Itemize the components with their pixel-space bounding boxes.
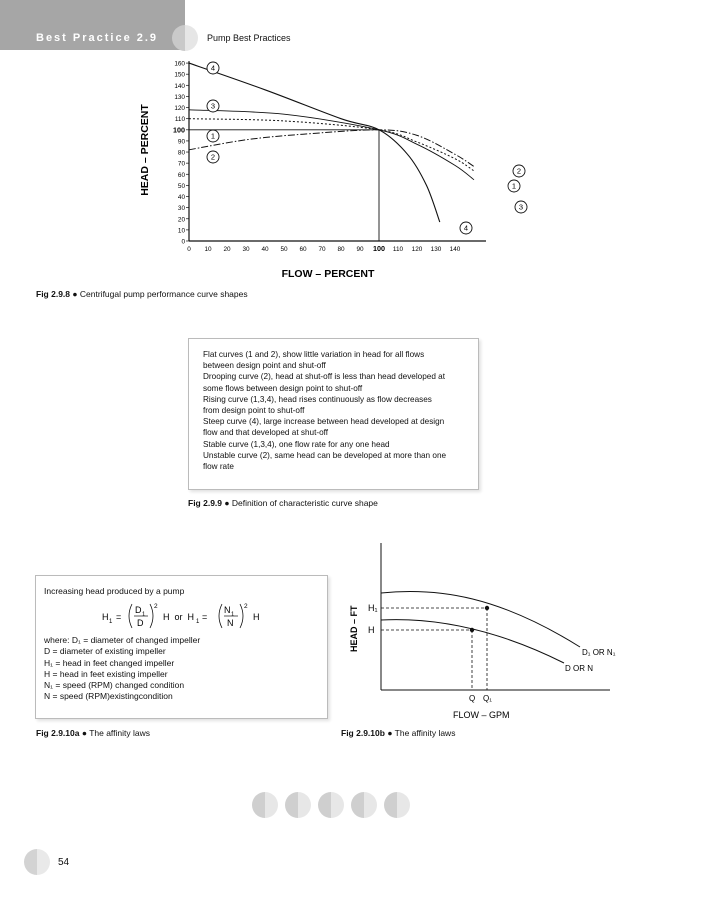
curve-label: 1 <box>511 181 517 191</box>
x-tick-label: 110 <box>392 246 404 253</box>
page-circle-decoration <box>24 849 50 875</box>
x-tick-label: 60 <box>299 246 307 253</box>
section-label: Best Practice 2.9 <box>36 32 159 44</box>
y-tick-label: 90 <box>177 138 185 146</box>
running-title: Pump Best Practices <box>207 33 291 43</box>
x-tick-label: 80 <box>337 246 345 253</box>
caption-text: The affinity laws <box>89 728 150 738</box>
y-tick-label: 140 <box>174 82 185 90</box>
definition-line: N₁ = speed (RPM) changed condition <box>44 680 185 691</box>
x-tick-label: 130 <box>430 246 442 253</box>
x-tick-label: 90 <box>356 246 364 253</box>
formula-eq2: = <box>202 612 208 622</box>
frac1-den: D <box>137 618 144 628</box>
frac1-exponent: 2 <box>154 603 158 610</box>
curve-upper-label: D₁ OR N₁ <box>582 648 616 657</box>
frac2-num-sub: 1 <box>231 612 235 618</box>
paren-left <box>129 604 132 628</box>
page-number: 54 <box>58 857 70 868</box>
y-tick-label: 100 <box>173 125 185 135</box>
caption-text: The affinity laws <box>394 728 456 738</box>
curve-label: 2 <box>210 152 216 162</box>
x-tick-label: 0 <box>187 246 191 253</box>
y-tick-label: 80 <box>177 149 185 157</box>
curve-label: 2 <box>516 166 522 176</box>
caption-number: Fig 2.9.8 <box>36 289 71 299</box>
y-tick-label: 10 <box>177 227 185 235</box>
y-tick-label: 120 <box>174 105 185 113</box>
caption-bullet: ● <box>81 728 90 738</box>
caption-text: Definition of characteristic curve shape <box>231 498 378 508</box>
definition-line: Rising curve (1,3,4), head rises continuously as flow decreases <box>203 394 432 404</box>
curve-label: 4 <box>210 63 216 73</box>
formula-h1-sub: 1 <box>109 619 113 625</box>
formula-mid-sub: 1 <box>196 619 200 625</box>
x-tick-label: 10 <box>204 246 212 253</box>
y-tick-label: 0 <box>181 238 185 246</box>
definition-line: flow rate <box>203 462 234 472</box>
definition-line: Steep curve (4), large increase between head developed at design <box>203 417 445 427</box>
curve-label: 1 <box>210 131 216 141</box>
operating-point-existing <box>470 628 474 632</box>
y-tick-label: 130 <box>174 93 185 101</box>
definition-line: between design point and shut-off <box>203 361 326 371</box>
y-tick-label: 160 <box>174 60 185 68</box>
curve-lower <box>381 620 564 663</box>
frac2-exponent: 2 <box>244 603 248 610</box>
x-tick-label: 140 <box>449 246 461 253</box>
frac1-num-sub: 1 <box>142 612 146 618</box>
dot-decoration <box>318 792 344 818</box>
definition-line: Stable curve (1,3,4), one flow rate for any one head <box>203 439 390 449</box>
paren-left <box>219 604 222 628</box>
dot-decoration <box>351 792 377 818</box>
q1-label: Q₁ <box>483 694 492 703</box>
operating-point-new <box>485 606 489 610</box>
affinity-formula <box>98 600 278 634</box>
affinity-definitions <box>44 635 200 703</box>
x-tick-label: 20 <box>223 246 231 253</box>
definition-line: Flat curves (1 and 2), show little variation in head for all flows <box>203 350 425 359</box>
y-axis-title: HEAD – FT <box>349 605 359 652</box>
formula-h1: H <box>102 612 109 622</box>
x-axis-title: FLOW – PERCENT <box>281 268 375 280</box>
y-tick-label: 50 <box>177 182 185 190</box>
x-tick-label: 70 <box>318 246 326 253</box>
fig-2-9-9-caption <box>188 498 378 508</box>
y-tick-label: 70 <box>177 160 185 168</box>
h1-label: H₁ <box>368 603 378 613</box>
definition-line: from design point to shut-off <box>203 406 305 416</box>
x-tick-label: 50 <box>280 246 288 253</box>
curve-lower-label: D OR N <box>565 664 593 673</box>
caption-bullet: ● <box>387 728 395 738</box>
definition-line: H₁ = head in feet changed impeller <box>44 657 175 668</box>
caption-text: Centrifugal pump performance curve shapes <box>79 289 248 299</box>
x-tick-label: 100 <box>373 244 385 253</box>
frac1-num: D <box>135 605 142 615</box>
fig-2-9-10a-caption <box>36 728 150 738</box>
dot-decoration <box>252 792 278 818</box>
y-axis-title: HEAD – PERCENT <box>139 104 151 196</box>
decorative-dots <box>252 792 410 818</box>
fig-2-9-10b-caption <box>341 728 455 738</box>
fig-2-9-8-caption <box>36 289 248 299</box>
formula-eq: = <box>116 612 122 622</box>
paren-right <box>150 604 153 628</box>
formula-mid: H or H <box>163 612 195 622</box>
x-tick-label: 120 <box>411 246 423 253</box>
curve-3 <box>189 110 474 180</box>
definition-line: Drooping curve (2), head at shut-off is less than head developed at <box>203 372 445 382</box>
y-tick-label: 60 <box>177 171 185 179</box>
curve-label: 4 <box>463 223 469 233</box>
caption-number: Fig 2.9.10a <box>36 728 80 738</box>
h-label: H <box>368 625 375 635</box>
definition-line: where: D₁ = diameter of changed impeller <box>44 635 201 645</box>
caption-bullet: ● <box>72 289 80 299</box>
x-tick-label: 30 <box>242 246 250 253</box>
y-tick-label: 30 <box>177 205 185 213</box>
definition-line: some flows between design point to shut-off <box>203 383 363 393</box>
caption-number: Fig 2.9.10b <box>341 728 385 738</box>
curve-definition-box <box>188 338 479 490</box>
curve-upper <box>381 591 580 647</box>
y-tick-label: 110 <box>174 116 185 124</box>
y-tick-label: 150 <box>174 71 185 79</box>
pump-curve-chart <box>0 0 704 290</box>
curve-label: 3 <box>518 202 524 212</box>
caption-bullet: ● <box>224 498 232 508</box>
caption-number: Fig 2.9.9 <box>188 498 223 508</box>
affinity-box-title: Increasing head produced by a pump <box>44 586 185 596</box>
paren-right <box>240 604 243 628</box>
q-label: Q <box>469 694 476 703</box>
definition-line: N = speed (RPM)existingcondition <box>44 691 173 702</box>
curve-2 <box>189 130 474 167</box>
x-axis-title: FLOW – GPM <box>453 710 510 720</box>
y-tick-label: 20 <box>177 216 185 224</box>
definition-line: Unstable curve (2), same head can be developed at more than one <box>203 450 447 460</box>
frac2-den: N <box>227 618 234 628</box>
definition-line: D = diameter of existing impeller <box>44 646 166 657</box>
dot-decoration <box>384 792 410 818</box>
definition-line: H = head in feet existing impeller <box>44 668 168 679</box>
curve-1 <box>189 119 474 171</box>
curve-label: 3 <box>210 101 216 111</box>
frac2-num: N <box>224 605 231 615</box>
curve-definition-text <box>189 339 478 482</box>
definition-line: flow and that developed at shut-off <box>203 428 329 438</box>
affinity-diagram <box>340 535 640 720</box>
formula-end: H <box>253 612 260 622</box>
y-tick-label: 40 <box>177 194 185 202</box>
dot-decoration <box>285 792 311 818</box>
x-tick-label: 40 <box>261 246 269 253</box>
